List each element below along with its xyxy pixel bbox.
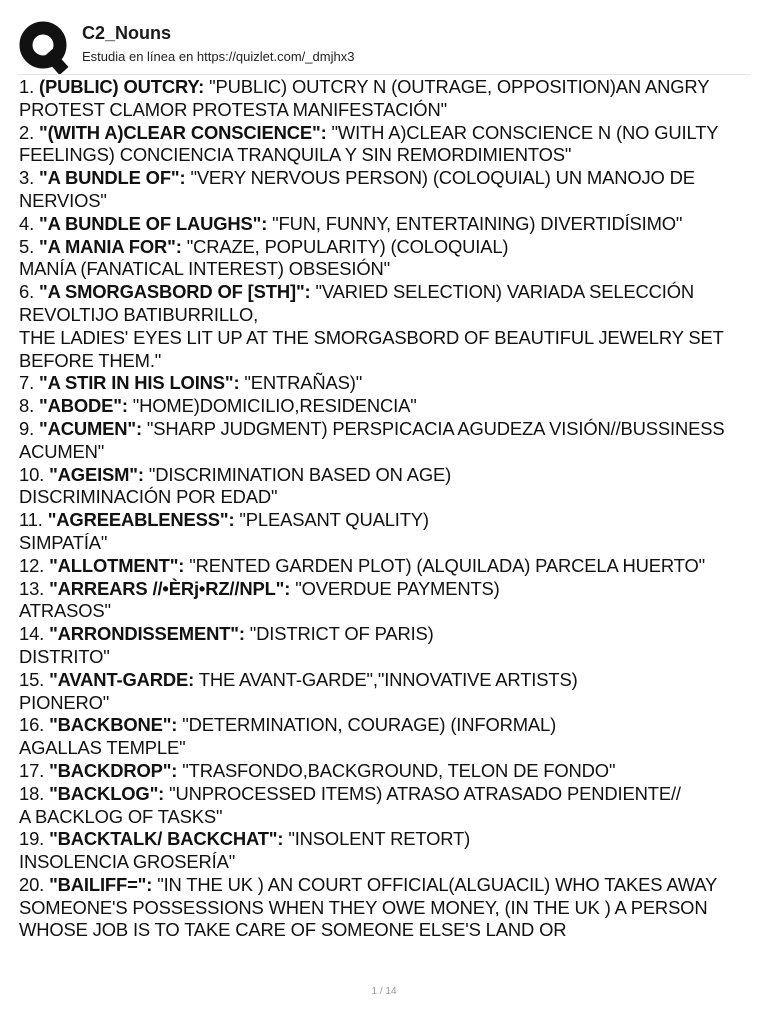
glossary-entry (19, 874, 759, 942)
entry-term: "A STIR IN HIS LOINS": (39, 372, 240, 394)
header-divider (18, 74, 750, 75)
glossary-entry (19, 167, 759, 213)
glossary-list (19, 76, 759, 942)
document-header (0, 0, 768, 74)
entry-number: 7. (19, 372, 35, 394)
glossary-entry (19, 76, 759, 122)
entry-number: 18. (19, 782, 45, 804)
entry-term: "ACUMEN": (39, 417, 142, 439)
entry-definition: "INSOLENT RETORT) INSOLENCIA GROSERÍA" (19, 828, 471, 873)
glossary-entry (19, 578, 759, 624)
glossary-entry (19, 623, 759, 669)
entry-definition: "TRASFONDO,BACKGROUND, TELON DE FONDO" (182, 759, 616, 781)
entry-number: 15. (19, 668, 45, 690)
entry-term: "ALLOTMENT": (49, 554, 185, 576)
entry-term: "ARREARS //•ÈRj•RZ//NPL": (49, 577, 291, 599)
entry-number: 13. (19, 577, 45, 599)
entry-definition: THE AVANT-GARDE","INNOVATIVE ARTISTS) PIONERO" (19, 668, 578, 713)
entry-number: 5. (19, 235, 35, 257)
entry-definition: "DISCRIMINATION BASED ON AGE) DISCRIMINACIÓN POR EDAD" (19, 463, 452, 508)
entry-number: 17. (19, 759, 45, 781)
entry-definition: "PLEASANT QUALITY) SIMPATÍA" (19, 509, 429, 553)
entry-definition: "RENTED GARDEN PLOT) (ALQUILADA) PARCELA HUERTO" (189, 554, 706, 576)
glossary-entry (19, 509, 759, 555)
entry-number: 12. (19, 554, 45, 576)
entry-definition: "FUN, FUNNY, ENTERTAINING) DIVERTIDÍSIMO" (272, 212, 683, 234)
study-online-link-text: Estudia en línea en https://quizlet.com/_dmjhx3 (82, 49, 355, 64)
entry-term: "A BUNDLE OF": (39, 167, 186, 189)
entry-term: "BAILIFF=": (49, 873, 153, 895)
entry-number: 9. (19, 417, 35, 439)
entry-definition: "VERY NERVOUS PERSON) (COLOQUIAL) UN MANOJO DE NERVIOS" (19, 167, 695, 211)
entry-definition: "OVERDUE PAYMENTS) ATRASOS" (19, 577, 500, 622)
entry-number: 16. (19, 714, 45, 736)
glossary-entry (19, 395, 759, 418)
glossary-entry (19, 783, 759, 829)
entry-definition: "DETERMINATION, COURAGE) (INFORMAL) AGALLAS TEMPLE" (19, 714, 557, 759)
entry-term: "AGEISM": (49, 463, 144, 485)
entry-term: (PUBLIC) OUTCRY: (39, 76, 205, 97)
entry-number: 1. (19, 76, 35, 97)
entry-definition: "VARIED SELECTION) VARIADA SELECCIÓN REVOLTIJO BATIBURRILLO, THE LADIES' EYES LIT UP AT THE SMORGASBORD OF BEAUTIFUL JEWELRY SET BEFORE THEM." (19, 281, 724, 371)
glossary-entry (19, 760, 759, 783)
entry-number: 20. (19, 873, 45, 895)
entry-number: 2. (19, 121, 35, 143)
entry-number: 11. (19, 509, 43, 531)
entry-term: "BACKBONE": (49, 714, 178, 736)
entry-term: "BACKDROP": (49, 759, 178, 781)
entry-term: "AGREEABLENESS": (47, 509, 235, 531)
glossary-entry (19, 281, 759, 372)
entry-number: 8. (19, 395, 35, 417)
entry-number: 6. (19, 281, 35, 303)
document-title: C2_Nouns (82, 23, 172, 43)
entry-term: "BACKLOG": (49, 782, 165, 804)
entry-definition: "IN THE UK ) AN COURT OFFICIAL(ALGUACIL) WHO TAKES AWAY SOMEONE'S POSSESSIONS WHEN THEY OWE MONEY, (IN THE UK ) A PERSON WHOSE JOB IS TO TAKE CARE OF SOMEONE ELSE'S LAND OR (19, 873, 717, 941)
glossary-entry (19, 669, 759, 715)
entry-term: "ARRONDISSEMENT": (49, 623, 245, 645)
page-indicator: 1 / 14 (371, 986, 397, 997)
entry-definition: "UNPROCESSED ITEMS) ATRASO ATRASADO PENDIENTE// A BACKLOG OF TASKS" (19, 782, 681, 827)
entry-definition: "HOME)DOMICILIO,RESIDENCIA" (132, 395, 417, 417)
glossary-entry (19, 213, 759, 236)
entry-number: 19. (19, 828, 45, 850)
entry-term: "(WITH A)CLEAR CONSCIENCE": (39, 121, 327, 143)
entry-term: "BACKTALK/ BACKCHAT": (49, 828, 284, 850)
entry-definition: "DISTRICT OF PARIS) DISTRITO" (19, 623, 434, 667)
entry-term: "AVANT-GARDE: (49, 668, 195, 690)
glossary-entry (19, 418, 759, 464)
entry-number: 10. (19, 463, 45, 485)
glossary-entry (19, 464, 759, 510)
entry-definition: "CRAZE, POPULARITY) (COLOQUIAL) MANÍA (FANATICAL INTEREST) OBSESIÓN" (19, 235, 509, 280)
quizlet-logo-icon (18, 20, 72, 74)
entry-definition: "PUBLIC) OUTCRY N (OUTRAGE, OPPOSITION)AN ANGRY PROTEST CLAMOR PROTESTA MANIFESTACIÓN" (19, 76, 709, 120)
entry-number: 14. (19, 623, 45, 645)
glossary-entry (19, 122, 759, 168)
entry-definition: "ENTRAÑAS)" (244, 372, 363, 394)
entry-number: 3. (19, 167, 35, 189)
glossary-entry (19, 714, 759, 760)
entry-term: "A MANIA FOR": (39, 235, 182, 257)
entry-term: "A BUNDLE OF LAUGHS": (39, 212, 268, 234)
entry-definition: "SHARP JUDGMENT) PERSPICACIA AGUDEZA VISIÓN//BUSSINESS ACUMEN" (19, 417, 725, 462)
entry-term: "A SMORGASBORD OF [STH]": (39, 281, 311, 303)
glossary-entry (19, 372, 759, 395)
entry-term: "ABODE": (39, 395, 128, 417)
glossary-entry (19, 236, 759, 282)
glossary-entry (19, 555, 759, 578)
glossary-entry (19, 828, 759, 874)
entry-number: 4. (19, 212, 35, 234)
entry-definition: "WITH A)CLEAR CONSCIENCE N (NO GUILTY FEELINGS) CONCIENCIA TRANQUILA Y SIN REMORDIMIENTOS" (19, 121, 719, 166)
